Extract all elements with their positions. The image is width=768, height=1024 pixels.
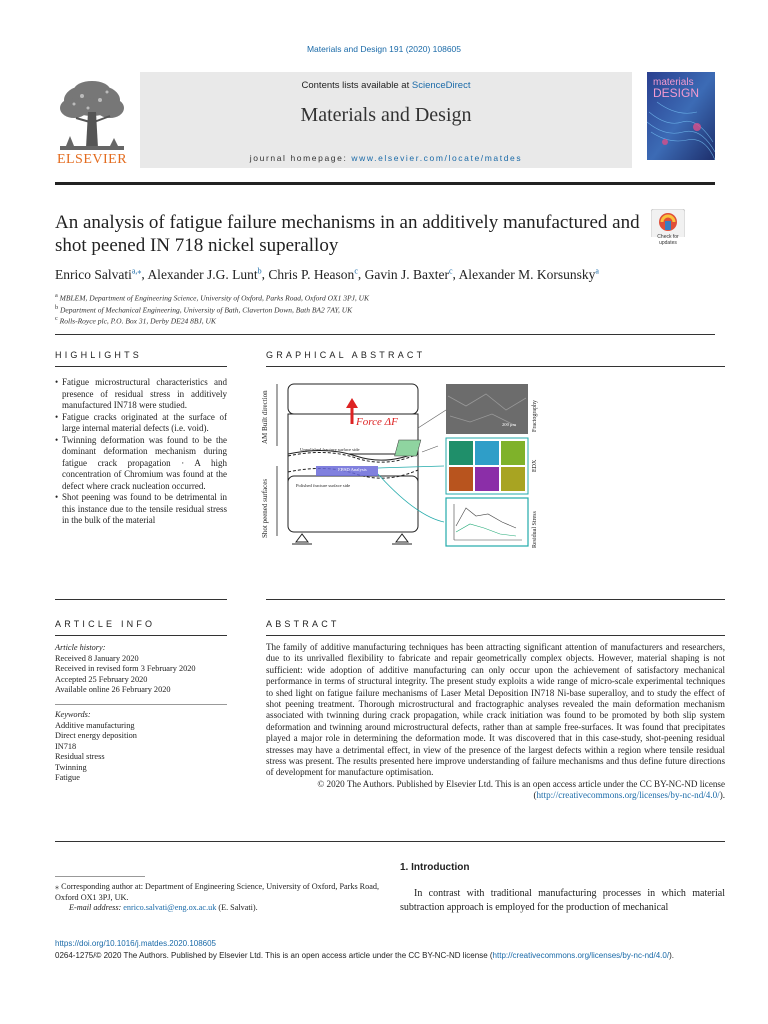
highlight-item: • Shot peening was found to be detrimental in this instance due to the tensile residual stress in the bulk of the material xyxy=(55,492,227,527)
footer-license xyxy=(55,951,735,960)
email-suffix: (E. Salvati). xyxy=(216,903,258,912)
unpolished-label: Unpolished fracture surface side xyxy=(300,447,360,452)
affiliation-text: MBLEM, Department of Engineering Science, University of Oxford, Parks Road, Oxford OX1 3PJ, UK xyxy=(59,293,370,303)
abstract-rule xyxy=(266,635,725,636)
history-item: Received 8 January 2020 xyxy=(55,653,139,663)
author-affiliation-marker: a xyxy=(595,266,599,275)
edx-label-wrap xyxy=(532,438,542,494)
history-item: Available online 26 February 2020 xyxy=(55,685,171,694)
introduction-text: In contrast with traditional manufacturing processes in which material subtraction approach is employed for the production of mechanical xyxy=(400,888,725,913)
author-affiliation-marker: b xyxy=(257,266,262,275)
keyword: Residual stress xyxy=(55,752,105,761)
keywords-label: Keywords: xyxy=(55,710,91,719)
ebsd-label: EBSD Analysis xyxy=(338,467,367,472)
footer-license-end: ). xyxy=(669,951,674,960)
author-name: Gavin J. Baxter xyxy=(364,266,449,282)
author-affiliation-marker: c xyxy=(354,266,358,275)
author[interactable] xyxy=(268,267,357,282)
highlight-item: • Fatigue cracks originated at the surface of large internal material defects (i.e. void). xyxy=(55,412,227,435)
author[interactable] xyxy=(459,267,599,282)
homepage-link[interactable]: www.elsevier.com/locate/matdes xyxy=(351,153,523,163)
keyword: IN718 xyxy=(55,741,77,751)
highlight-item: • Fatigue microstructural characteristics and presence of residual stress in additively manufactured IN718 were studied. xyxy=(55,377,227,412)
am-direction-label: AM Built direction xyxy=(261,390,269,444)
email-link[interactable]: enrico.salvati@eng.ox.ac.uk xyxy=(123,903,217,912)
sciencedirect-link[interactable]: ScienceDirect xyxy=(411,80,471,91)
author[interactable] xyxy=(365,267,453,282)
keyword: Fatigue xyxy=(55,773,80,782)
email-line xyxy=(55,903,385,914)
history-label: Article history: xyxy=(55,643,106,652)
ga-bottom-rule xyxy=(266,599,725,600)
affiliation-text: Rolls-Royce plc, P.O. Box 31, Derby DE24 8BJ, UK xyxy=(59,316,216,326)
polished-label: Polished fracture surface side xyxy=(296,483,351,488)
highlights-rule xyxy=(55,366,227,367)
affiliation-marker: a xyxy=(55,292,58,299)
am-direction-label-wrap xyxy=(261,386,271,446)
contents-line xyxy=(140,80,632,91)
author-name: Alexander M. Korsunsky xyxy=(458,266,596,282)
highlight-item: • Twinning deformation was found to be the dominant deformation mechanism during fatigue crack propagation · A high concentration of Chromium was found at the defect where crack nucleation occurred. xyxy=(55,435,227,493)
author[interactable] xyxy=(55,267,141,282)
footnote-rule xyxy=(55,876,145,877)
keyword: Additive manufacturing xyxy=(55,720,135,730)
corresponding-text: ⁎ Corresponding author at: Department of Engineering Science, University of Oxford, Parks Road, Oxford OX1 3PJ, UK. xyxy=(55,882,380,902)
highlights-heading: HIGHLIGHTS xyxy=(55,350,143,360)
email-label: E-mail address: xyxy=(69,903,124,912)
footer-license-link[interactable]: http://creativecommons.org/licenses/by-nc-nd/4.0/ xyxy=(492,951,670,960)
doi-link[interactable]: https://doi.org/10.1016/j.matdes.2020.108605 xyxy=(55,939,217,948)
check-updates-label: Check for updates xyxy=(657,234,679,246)
keywords-rule xyxy=(55,704,227,705)
copyright-text: © 2020 The Authors. Published by Elsevier Ltd. This is an open access article under the CC BY-NC-ND license ( xyxy=(317,778,725,801)
abstract-body xyxy=(266,642,725,802)
history-item: Accepted 25 February 2020 xyxy=(55,674,148,684)
graphical-abstract-figure[interactable] xyxy=(261,376,546,550)
affiliation-rule xyxy=(55,334,715,335)
author-affiliation-marker: c xyxy=(448,266,453,275)
history-item: Received in revised form 3 February 2020 xyxy=(55,664,196,673)
fractography-label-wrap xyxy=(532,384,542,440)
corresponding-author-note xyxy=(55,882,385,914)
footer-license-text: 0264-1275/© 2020 The Authors. Published by Elsevier Ltd. This is an open access article under the CC BY-NC-ND license ( xyxy=(55,951,493,960)
highlights-list xyxy=(55,377,227,527)
affiliation-text: Department of Mechanical Engineering, University of Bath, Claverton Down, Bath BA2 7AY, UK xyxy=(60,305,353,315)
contents-prefix: Contents lists available at xyxy=(301,80,412,91)
fractography-label: Fractography xyxy=(532,400,538,432)
journal-reference[interactable]: Materials and Design 191 (2020) 108605 xyxy=(306,44,462,54)
keywords xyxy=(55,710,227,784)
residual-stress-label: Residual Stress xyxy=(532,511,538,548)
graphical-abstract-heading: GRAPHICAL ABSTRACT xyxy=(266,350,426,360)
cover-title xyxy=(653,78,699,98)
shot-peened-label: Shot peened surfaces xyxy=(261,478,269,538)
highlights-bottom-rule xyxy=(55,599,227,600)
article-info-heading: ARTICLE INFO xyxy=(55,619,156,629)
force-label: Force ΔF xyxy=(356,416,398,428)
abstract-bottom-rule xyxy=(55,841,725,842)
copyright-end: ). xyxy=(719,790,725,801)
article-title: An analysis of fatigue failure mechanisms in an additively manufactured and shot peened IN 718 nickel superalloy xyxy=(55,212,640,256)
author-name: Chris P. Heason xyxy=(268,266,355,282)
graphical-abstract-rule xyxy=(266,366,725,367)
residual-stress-label-wrap xyxy=(532,496,542,550)
abstract-copyright xyxy=(266,779,725,802)
affiliation-a xyxy=(55,292,369,303)
header-rule xyxy=(55,182,715,185)
abstract-text: The family of additive manufacturing techniques has been attracting significant attention of manufacturers and researchers, due to its unrivalled flexibility to fabricate and repair geometrically complex objects. However, material shaping is not sufficient: wide adoption of additive manufacturing can only occur upon the achievement of satisfactory mechanical performance in terms of structural integrity. The present study exploits a wide range of micro-scale experimental techniques to shed light on fatigue failure mechanisms of Laser Metal Deposition IN718 Ni-base superalloy, and to study the effect of shot peening treatment. Thorough microstructural and fractographic analyses revealed the main deformation mechanism associated with twinning during crack propagation, while crack initiation was found to be promoted by both slip system deformation and twinning around microstructural defects, rather than at sample free-surfaces. It was found that precipitates played a major role in determining the deformation mode. It was discovered that in this case-study, shot-peening residual stresses may have a detrimental effect, in view of the presence of the largest defects within a region where tensile residual stress was present. The results presented here improve understanding of failure mechanisms and thus define future directions of development for manufacture optimisation. xyxy=(266,642,725,778)
journal-name: Materials and Design xyxy=(300,104,472,126)
shot-peened-label-wrap xyxy=(261,466,271,536)
scale-bar-label: 200 μm xyxy=(502,422,517,427)
affiliation-c xyxy=(55,315,216,326)
author-name: Alexander J.G. Lunt xyxy=(147,266,258,282)
author-affiliation-marker: a,⁎ xyxy=(131,266,142,275)
introduction-heading: 1. Introduction xyxy=(400,862,470,873)
graphical-abstract-svg xyxy=(266,376,546,550)
author-list: Enrico Salvati$^{a,⁎}$, Alexander J.G. Lunt$^b$, Chris P. Heason$^c$, Gavin J. Baxter$^c$, Alexander M. Korsunsky$^a$ xyxy=(55,266,599,282)
keyword: Direct energy deposition xyxy=(55,731,137,740)
cover-title-line-2: DESIGN xyxy=(653,86,700,100)
check-for-updates-badge[interactable] xyxy=(651,209,685,249)
abstract-heading: ABSTRACT xyxy=(266,619,340,629)
affiliation-marker: c xyxy=(55,315,58,322)
elsevier-logo xyxy=(52,78,132,168)
cover-title-line-1: materials xyxy=(653,77,694,88)
check-updates-icon xyxy=(651,209,685,237)
journal-homepage xyxy=(140,153,632,163)
license-link[interactable]: http://creativecommons.org/licenses/by-nc-nd/4.0/ xyxy=(536,790,720,801)
author[interactable] xyxy=(147,267,261,282)
article-history xyxy=(55,643,227,696)
affiliation-marker: b xyxy=(55,304,59,311)
homepage-prefix: journal homepage: xyxy=(249,153,352,163)
journal-cover[interactable] xyxy=(647,72,715,166)
affiliation-b xyxy=(55,304,352,315)
article-info-rule xyxy=(55,635,227,636)
author-name: Enrico Salvati xyxy=(55,266,132,282)
elsevier-wordmark: ELSEVIER xyxy=(56,152,128,167)
edx-label: EDX xyxy=(532,459,538,472)
keyword: Twinning xyxy=(55,762,87,772)
